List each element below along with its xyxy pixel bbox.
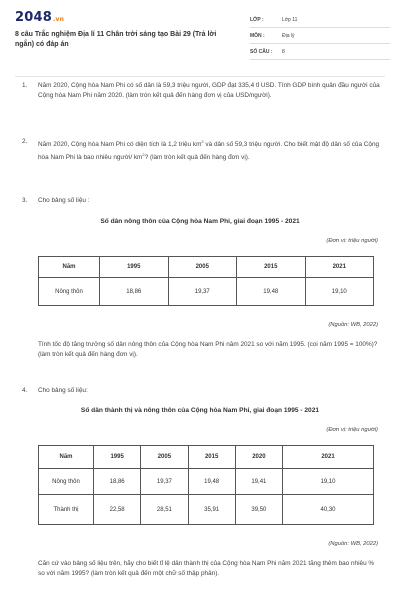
meta-row-class — [250, 12, 390, 28]
superscript: 2 — [142, 152, 145, 158]
question-2 — [22, 137, 382, 163]
table-header-cell: 1995 — [100, 257, 169, 278]
question-3-text — [22, 340, 382, 360]
table-header-cell: 2005 — [168, 257, 237, 278]
question-text-part: và dân số 59,3 triệu người. Cho biết mật độ dân số của Cộng hòa Nam Phi là bao nhiêu người/ km — [38, 141, 380, 162]
question-text: Tính tốc độ tăng trưởng số dân nông thôn của Cộng hòa Nam Phi năm 2021 so với năm 1995. (coi năm 1995 = 100%)? (làm tròn kết quả đến hàng đơn vị). — [38, 341, 378, 358]
table-cell: Nông thôn — [39, 278, 100, 306]
header-divider — [15, 76, 385, 77]
table-header-cell: Năm — [39, 257, 100, 278]
table-header-cell: 1995 — [94, 446, 141, 469]
meta-key: SỐ CÂU : — [250, 48, 273, 55]
question-text: Căn cứ vào bảng số liệu trên, hãy cho biết tỉ lệ dân thành thị của Cộng hòa Nam Phi năm 2021 tăng thêm bao nhiêu % so với năm 1995? (làm tròn kết quả đến một chữ số thập phân). — [38, 560, 375, 577]
table-header-cell: 2020 — [235, 446, 282, 469]
question-text: Năm 2020, Cộng hòa Nam Phi có số dân là 59,3 triệu người, GDP đạt 335,4 tỉ USD. Tính GDP bình quân đầu người của Cộng hòa Nam Phi năm 2020. (làm tròn kết quả đến hàng đơn vị của USD/người). — [38, 82, 380, 99]
table-cell: 19,10 — [283, 469, 374, 495]
question-number: 3. — [22, 197, 28, 204]
table-cell: 22,58 — [94, 495, 141, 525]
table-header-cell: 2015 — [188, 446, 235, 469]
meta-key: LỚP : — [250, 16, 264, 23]
question-4-intro — [22, 386, 382, 396]
question-3-intro — [22, 196, 382, 206]
table-title: Số dân nông thôn của Cộng hòa Nam Phi, giai đoạn 1995 - 2021 — [100, 218, 300, 225]
table-unit: (Đơn vị: triệu người) — [326, 238, 378, 244]
question-number: 4. — [22, 387, 28, 394]
table-source: (Nguồn: WB, 2022) — [328, 541, 378, 547]
table-cell: 19,37 — [141, 469, 188, 495]
meta-value: 8 — [282, 48, 285, 55]
question-text — [38, 137, 382, 163]
meta-value: Địa lý — [282, 32, 295, 39]
table-cell: 18,86 — [94, 469, 141, 495]
table-title: Số dân thành thị và nông thôn của Cộng hòa Nam Phi, giai đoạn 1995 - 2021 — [80, 407, 320, 414]
question-intro: Cho bảng số liệu : — [38, 197, 90, 204]
table-cell: 19,41 — [235, 469, 282, 495]
data-table-2 — [38, 445, 374, 525]
question-number: 2. — [22, 138, 28, 145]
meta-info — [250, 12, 390, 60]
table-source: (Nguồn: WB, 2022) — [328, 322, 378, 328]
table-cell: 19,10 — [305, 278, 374, 306]
table-cell: 18,86 — [100, 278, 169, 306]
site-logo[interactable] — [15, 10, 64, 25]
question-text-part: ? (làm tròn kết quả đến hàng đơn vị). — [144, 154, 250, 162]
table-unit: (Đơn vị: triệu người) — [326, 427, 378, 433]
table-cell: 19,48 — [188, 469, 235, 495]
meta-key: MÔN : — [250, 32, 265, 39]
data-table-1 — [38, 256, 374, 306]
table-cell: Nông thôn — [39, 469, 94, 495]
table-header-cell: 2005 — [141, 446, 188, 469]
question-1 — [22, 81, 382, 101]
table-cell: 39,50 — [235, 495, 282, 525]
meta-row-subject — [250, 28, 390, 44]
table-cell: Thành thị — [39, 495, 94, 525]
question-intro: Cho bảng số liệu: — [38, 387, 88, 394]
table-cell: 19,37 — [168, 278, 237, 306]
meta-row-count — [250, 44, 390, 60]
question-number: 1. — [22, 82, 28, 89]
question-4-text — [22, 559, 382, 579]
table-header-cell: 2015 — [237, 257, 306, 278]
table-header-cell: 2021 — [283, 446, 374, 469]
meta-value: Lớp 11 — [282, 16, 298, 23]
logo-suffix: .vn — [52, 16, 65, 23]
table-header-row — [39, 257, 374, 278]
table-header-cell: 2021 — [305, 257, 374, 278]
table-cell: 35,91 — [188, 495, 235, 525]
table-row — [39, 278, 374, 306]
question-text-part: Năm 2020, Cộng hòa Nam Phi có diện tích là 1,2 triệu km — [38, 141, 202, 149]
logo-main: 2048 — [15, 10, 52, 25]
table-header-row — [39, 446, 374, 469]
table-cell: 19,48 — [237, 278, 306, 306]
table-header-cell: Năm — [39, 446, 94, 469]
superscript: 2 — [201, 139, 204, 144]
table-cell: 28,51 — [141, 495, 188, 525]
document-title: 8 câu Trắc nghiệm Địa lí 11 Chân trời sáng tạo Bài 29 (Trả lời ngắn) có đáp án — [15, 31, 217, 48]
table-cell: 40,30 — [283, 495, 374, 525]
table-row — [39, 469, 374, 495]
table-row — [39, 495, 374, 525]
